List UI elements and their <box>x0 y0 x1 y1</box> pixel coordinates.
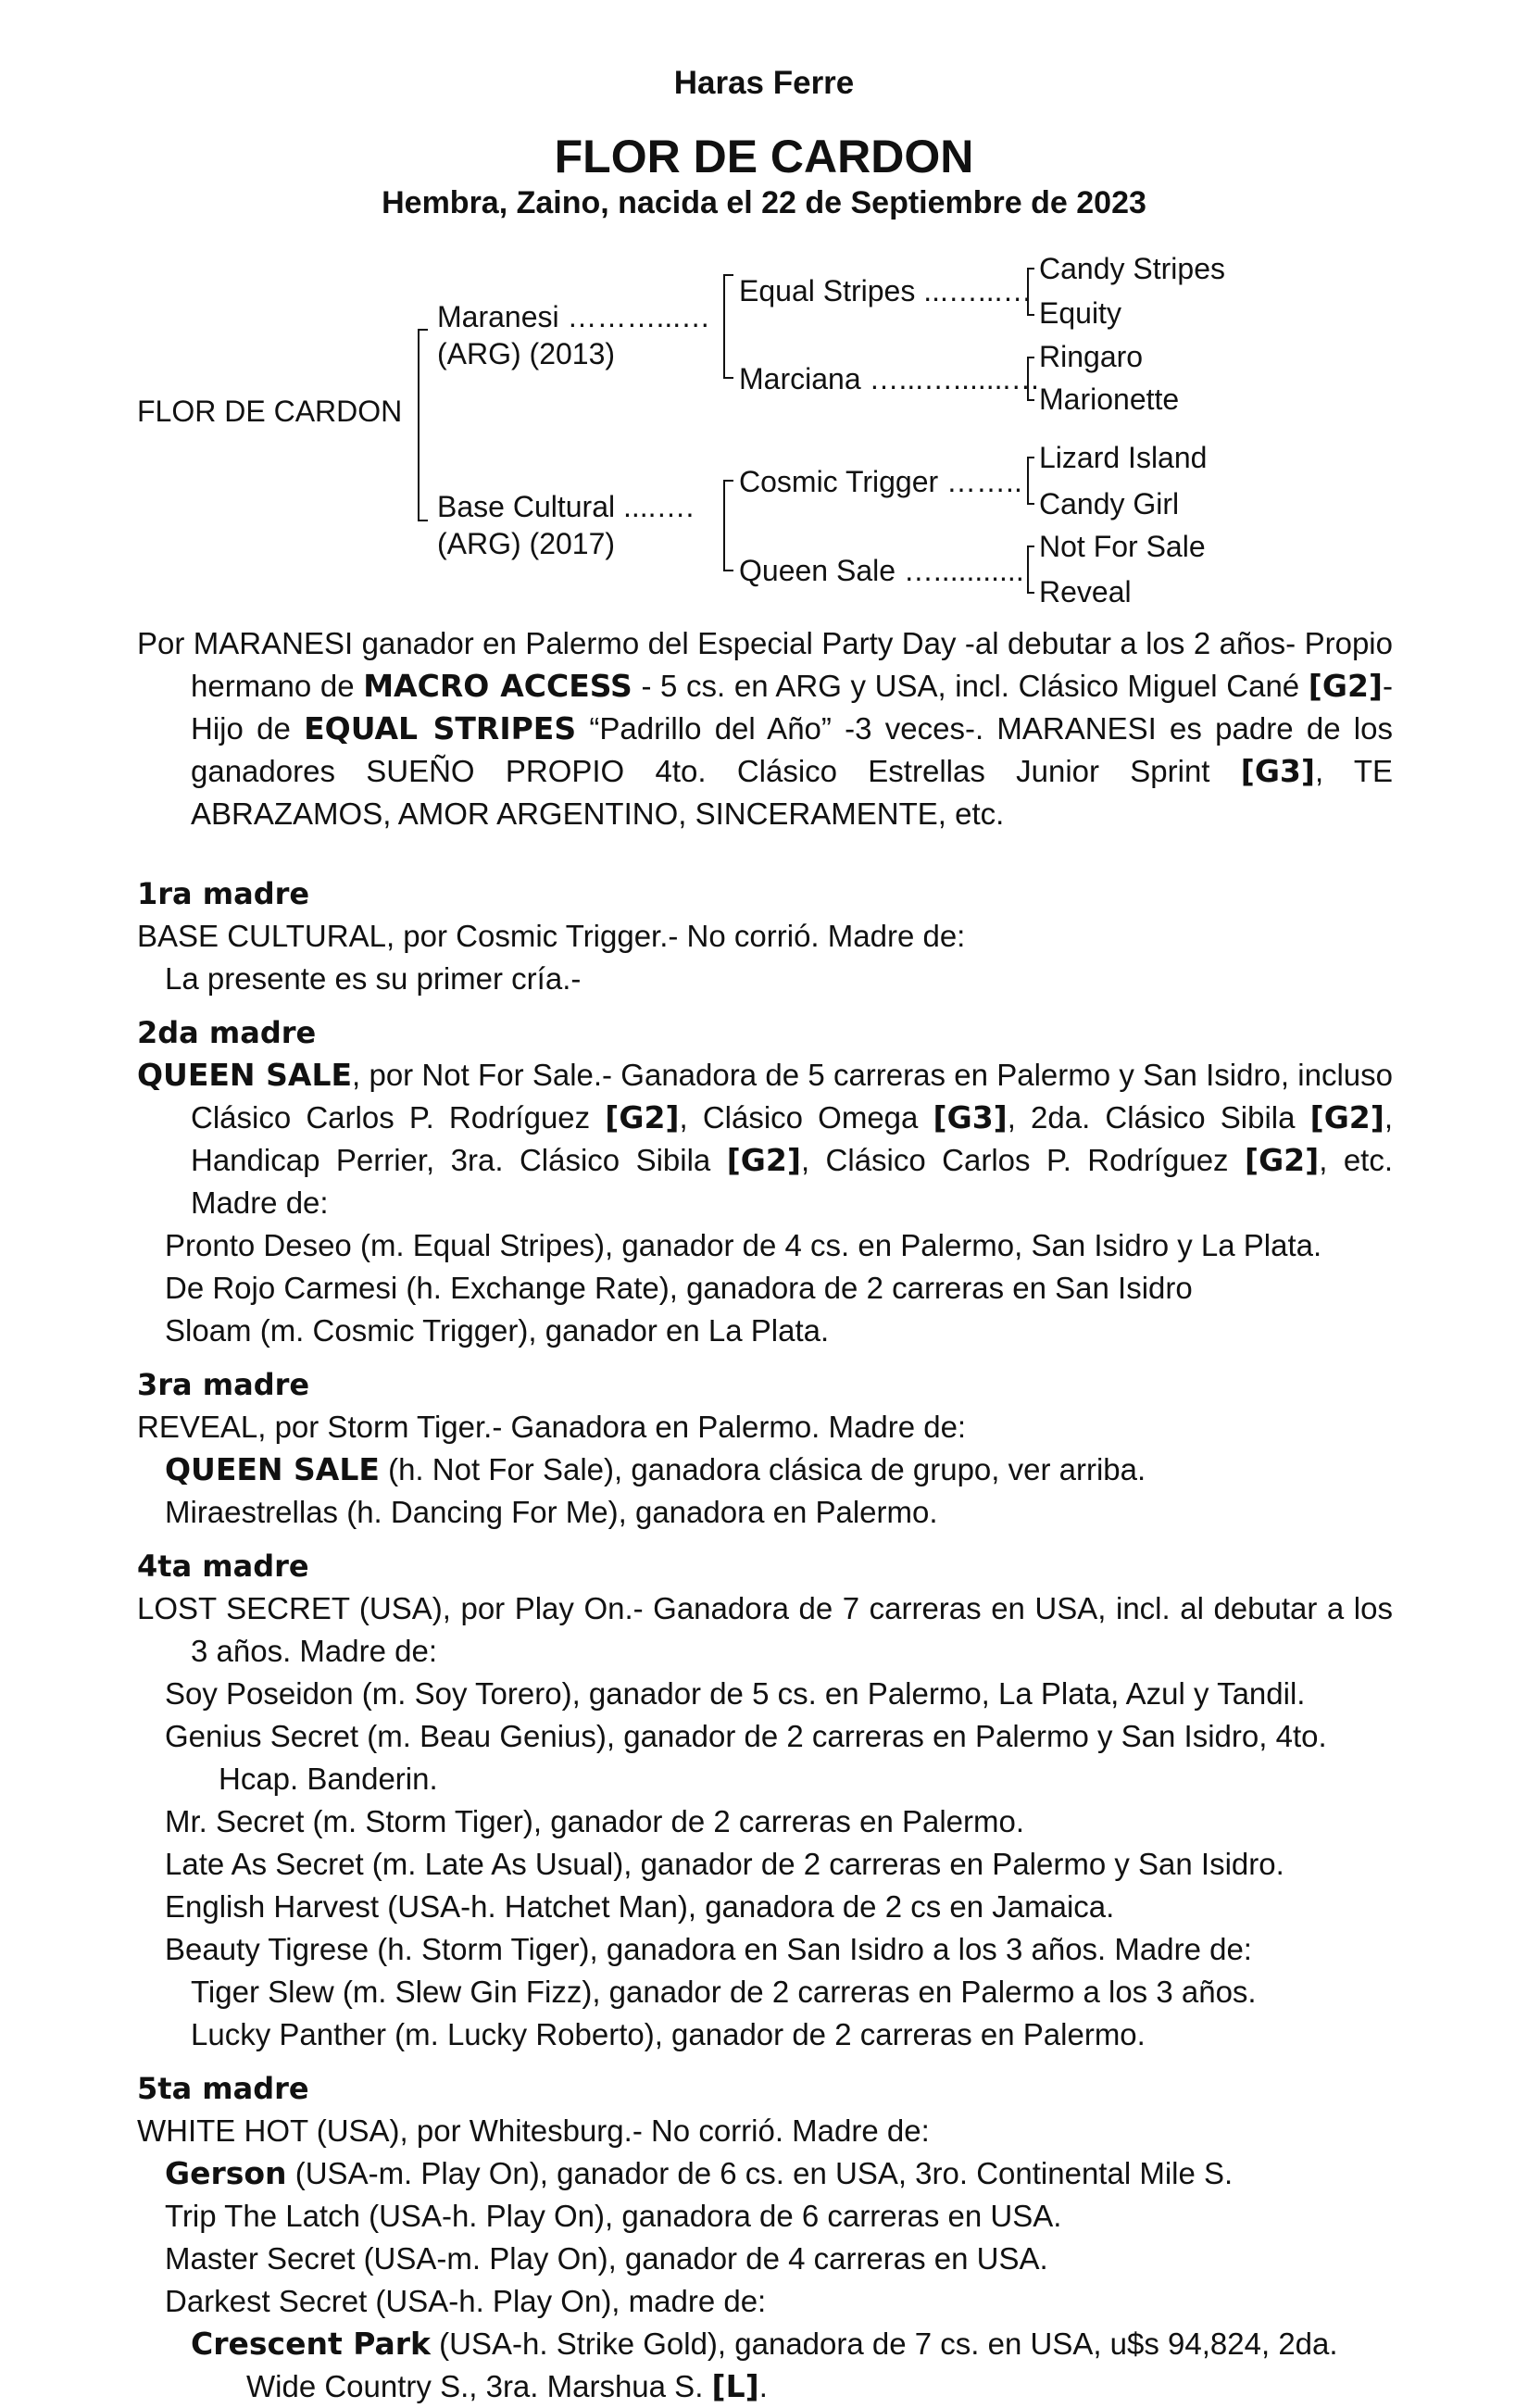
produce-item: Miraestrellas (h. Dancing For Me), ganadora en Palermo. <box>165 1495 938 1529</box>
pedigree-dam-origin: (ARG) (2017) <box>437 527 616 560</box>
produce-item: De Rojo Carmesi (h. Exchange Rate), ganadora de 2 carreras en San Isidro <box>165 1271 1193 1305</box>
pedigree-gen3: Marionette <box>1039 383 1180 416</box>
sire-paragraph: Por MARANESI ganador en Palermo del Especial Party Day -al debutar a los 2 años- Propio hermano de MACRO ACCESS - 5 cs. en ARG y USA, incl. Clásico Miguel Cané [G2]- Hijo de EQUAL STRIPES “Padrillo del Año” -3 veces-. MARANESI es padre de los ganadores SUEÑO PROPIO 4to. Clásico Estrellas Junior Sprint [G3], TE ABRAZAMOS, AMOR ARGENTINO, SINCERAMENTE, etc. <box>137 626 1394 831</box>
second-dam-heading: 2da madre <box>137 1015 317 1050</box>
produce-item: Soy Poseidon (m. Soy Torero), ganador de 5 cs. en Palermo, La Plata, Azul y Tandil. <box>165 1676 1306 1711</box>
pedigree-gen3: Equity <box>1039 296 1121 330</box>
produce-item: Sloam (m. Cosmic Trigger), ganador en La Plata. <box>165 1313 830 1348</box>
produce-item: Beauty Tigrese (h. Storm Tiger), ganadora en San Isidro a los 3 años. Madre de: <box>165 1932 1252 1966</box>
produce-item: La presente es su primer cría.- <box>165 961 582 996</box>
produce-item: Pronto Deseo (m. Equal Stripes), ganador de 4 cs. en Palermo, San Isidro y La Plata. <box>165 1228 1322 1262</box>
pedigree-sire-dam: Marciana …...….......… <box>739 362 1041 395</box>
first-dam-heading: 1ra madre <box>137 876 310 911</box>
grand-produce-item: Crescent Park (USA-h. Strike Gold), ganadora de 7 cs. en USA, u$s 94,824, 2da. Wide Country S., 3ra. Marshua S. [L]. <box>191 2326 1338 2404</box>
produce-item: Gerson (USA-m. Play On), ganador de 6 cs. en USA, 3ro. Continental Mile S. <box>165 2155 1234 2191</box>
produce-item: Late As Secret (m. Late As Usual), ganador de 2 carreras en Palermo y San Isidro. <box>165 1847 1284 1881</box>
produce-item: Master Secret (USA-m. Play On), ganador de 4 carreras en USA. <box>165 2241 1048 2276</box>
pedigree-gen3: Candy Stripes <box>1039 252 1225 285</box>
grand-produce-item: Lucky Panther (m. Lucky Roberto), ganador de 2 carreras en Palermo. <box>191 2017 1146 2051</box>
second-dam-line: QUEEN SALE, por Not For Sale.- Ganadora de 5 carreras en Palermo y San Isidro, incluso Clásico Carlos P. Rodríguez [G2], Clásico Omega [G3], 2da. Clásico Sibila [G2], Handicap Perrier, 3ra. Clásico Sibila [G2], Clásico Carlos P. Rodríguez [G2], etc. Madre de: <box>137 1057 1394 1220</box>
produce-item: Darkest Secret (USA-h. Play On), madre de: <box>165 2284 767 2318</box>
pedigree-sire-sire: Equal Stripes ...…...… <box>739 274 1033 307</box>
pedigree-brackets <box>0 0 1528 630</box>
produce-item: Trip The Latch (USA-h. Play On), ganadora de 6 carreras en USA. <box>165 2199 1062 2233</box>
pedigree-sire: Maranesi ………...… <box>437 300 711 333</box>
pedigree-dam: Base Cultural ....…. <box>437 490 695 523</box>
bracket-cosmic-trigger <box>1028 458 1034 504</box>
pedigree-gen3: Not For Sale <box>1039 530 1206 563</box>
produce-item: English Harvest (USA-h. Hatchet Man), ganadora de 2 cs en Jamaica. <box>165 1889 1115 1924</box>
bracket-dam <box>724 481 733 571</box>
bracket-queen-sale <box>1028 546 1034 593</box>
pedigree-dam-dam: Queen Sale …........... <box>739 554 1024 587</box>
third-dam-line: REVEAL, por Storm Tiger.- Ganadora en Palermo. Madre de: <box>137 1410 967 1444</box>
breeder-name: Haras Ferre <box>673 65 855 101</box>
horse-description: Hembra, Zaino, nacida el 22 de Septiembre de 2023 <box>382 185 1146 220</box>
catalogue-body <box>137 622 1393 2408</box>
produce-item: Mr. Secret (m. Storm Tiger), ganador de 2 carreras en Palermo. <box>165 1804 1025 1838</box>
bracket-gen1 <box>419 330 428 520</box>
grand-produce-item: Tiger Slew (m. Slew Gin Fizz), ganador de 2 carreras en Palermo a los 3 años. <box>191 1975 1257 2009</box>
bracket-sire <box>724 275 733 378</box>
pedigree-gen3: Lizard Island <box>1039 441 1208 474</box>
horse-title: FLOR DE CARDON <box>554 131 974 182</box>
pedigree-subject: FLOR DE CARDON <box>137 395 403 428</box>
fourth-dam-line: LOST SECRET (USA), por Play On.- Ganadora de 7 carreras en USA, incl. al debutar a los 3 años. Madre de: <box>137 1591 1393 1668</box>
first-dam-line: BASE CULTURAL, por Cosmic Trigger.- No corrió. Madre de: <box>137 919 966 953</box>
fifth-dam-line: WHITE HOT (USA), por Whitesburg.- No corrió. Madre de: <box>137 2113 930 2148</box>
fourth-dam-heading: 4ta madre <box>137 1549 309 1584</box>
pedigree-gen3: Candy Girl <box>1039 487 1180 520</box>
produce-item: QUEEN SALE (h. Not For Sale), ganadora clásica de grupo, ver arriba. <box>165 1451 1146 1487</box>
pedigree-gen3: Reveal <box>1039 575 1132 608</box>
fifth-dam-heading: 5ta madre <box>137 2071 309 2106</box>
pedigree-dam-sire: Cosmic Trigger …….. <box>739 465 1022 498</box>
third-dam-heading: 3ra madre <box>137 1367 310 1402</box>
produce-item: Genius Secret (m. Beau Genius), ganador de 2 carreras en Palermo y San Isidro, 4to. Hcap. Banderin. <box>165 1719 1327 1796</box>
pedigree-gen3: Ringaro <box>1039 340 1144 373</box>
pedigree-sire-origin: (ARG) (2013) <box>437 337 616 370</box>
